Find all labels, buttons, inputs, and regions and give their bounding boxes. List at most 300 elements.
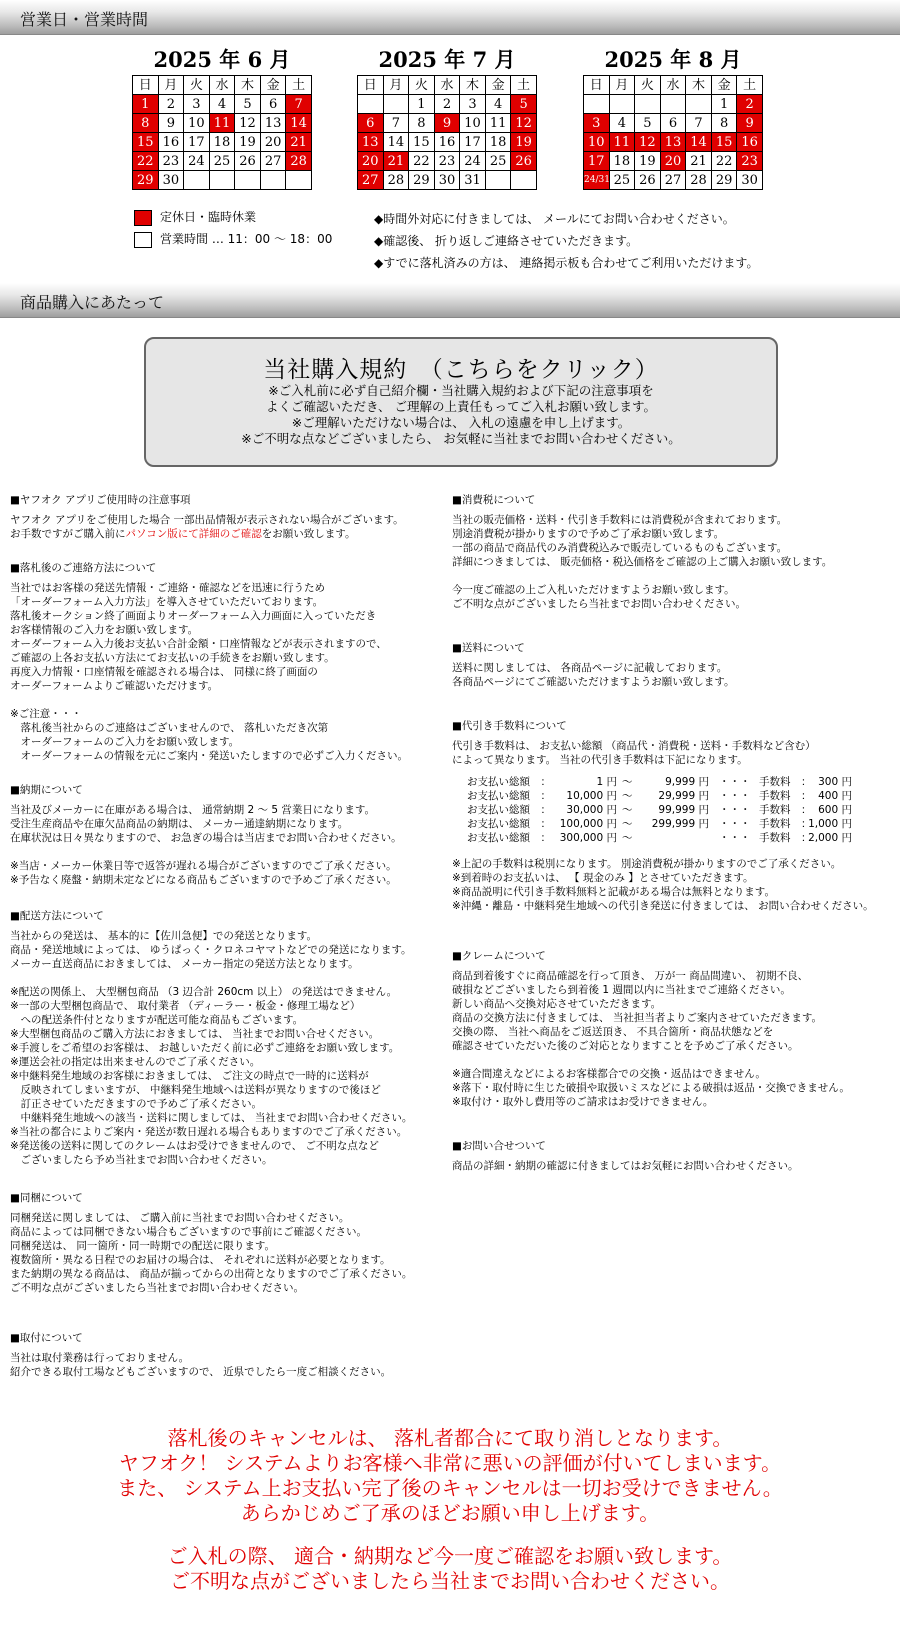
calendar-day: 13 [660,133,686,152]
calendar-week-row [133,95,312,114]
calendar-day: 31 [460,171,486,190]
section-line: 商品到着後すぐに商品確認を行って頂き、 万が一 商品間違い、 初期不良、 [452,970,809,982]
calendar-day: 10 [584,133,610,152]
section-heading: ■納期について [10,784,83,796]
fee-dots: ・・・ [719,776,751,788]
calendar-day: 25 [209,152,235,171]
calendar-day [511,171,537,190]
calendar-day: 14 [383,133,409,152]
calendar-day: 30 [158,171,184,190]
calendar-day: 17 [584,152,610,171]
info-section [452,1139,874,1173]
fee-label: お支払い総額 ： [467,790,551,802]
calendar-day: 5 [511,95,537,114]
calendar-week-row [584,95,763,114]
section-line: 商品の詳細・納期の確認に付きましてはお気軽にお問い合わせください。 [452,1160,799,1172]
fee-label: お支払い総額 ： [467,804,551,816]
fee-tilde: 〜 [622,790,633,802]
section-heading: ■クレームについて [452,950,546,962]
info-section [10,783,412,887]
section-line: 在庫状況は日々異なりますので、 お急ぎの場合は当店までお問い合わせください。 [10,832,402,844]
fee-dots: ・・・ [719,804,751,816]
section-line: 複数箇所・異なる日程でのお届けの場合は、 それぞれに送料が必要となります。 [10,1254,391,1266]
section-line: 破損などございましたら到着後 1 週間以内に当社までご連絡ください。 [452,984,791,996]
weekday-cell: 月 [609,76,635,95]
section-heading: ■配送方法について [10,910,104,922]
cancel-warning-line: また、 システム上お支払い完了後のキャンセルは一切お受けできません。 [117,1476,783,1500]
calendar-week-row [358,152,537,171]
section-line: ※一部の大型梱包商品で、 取付業者 （ディーラー・板金・修理工場など） [10,1000,361,1012]
fee-tilde: 〜 [622,804,633,816]
calendar-week-row [358,95,537,114]
section-line: への配送条件付となりますが配送可能な商品もございます。 [10,1014,304,1026]
info-section [452,493,874,611]
calendar-day: 15 [133,133,159,152]
calendar-day [635,95,661,114]
calendar-day: 10 [460,114,486,133]
info-section [10,909,412,1167]
fee-note: ※商品説明に代引き手数料無料と記載がある場合は無料となります。 [452,886,775,898]
section-line: ※適合間違えなどによるお客様都合での交換・返品はできません。 [452,1068,766,1080]
note-line: ◆確認後、 折り返しご連絡させていただきます。 [374,234,639,248]
fee-note: ※上記の手数料は税別になります。 別途消費税が掛かりますのでご了承ください。 [452,858,842,870]
section-line: 紹介できる取付工場などもございますので、 近県でしたら一度ご相談ください。 [10,1366,392,1378]
legend-holiday-label: 定休日・臨時休業 [160,210,257,224]
calendar-june [132,45,312,190]
legend-hours [134,230,332,248]
calendar-day: 25 [609,171,635,190]
calendar-week-row [133,171,312,190]
calendar-day: 2 [737,95,763,114]
section-line: ございましたら予め当社までお問い合わせください。 [10,1154,273,1166]
info-section [452,949,874,1109]
section-line: 交換の際、 当社へ商品をご返送頂き、 不具合箇所・商品状態などを [452,1026,774,1038]
calendar-day: 27 [260,152,286,171]
calendar-week-row [133,133,312,152]
section-line: 当社の販売価格・送料・代引き手数料には消費税が含まれております。 [452,514,788,526]
calendar-day: 1 [133,95,159,114]
section-line: また納期の異なる商品は、 商品が揃ってからの出荷となりますのでご了承ください。 [10,1268,413,1280]
section-line: 代引き手数料は、 お支払い総額 （商品代・消費税・送料・手数料など含む） [452,740,816,752]
calendar-july [357,45,537,190]
weekday-cell: 水 [434,76,460,95]
weekday-cell: 土 [286,76,312,95]
fee-row [467,817,852,831]
fee-row [467,789,852,803]
section-line: 新しい商品へ交換対応させていただきます。 [452,998,662,1010]
calendar-day: 12 [511,114,537,133]
section-line: ご不明な点がございましたら当社までお問い合わせください。 [452,598,746,610]
fee-to: 29,999 円 [658,790,709,802]
business-days-header-bar [0,0,900,35]
fee-tilde: 〜 [622,776,633,788]
calendar-day: 21 [686,152,712,171]
section-line: ※配送の関係上、 大型梱包商品 （3 辺合計 260cm 以上） の発送はできません。 [10,986,398,998]
calendar-day: 4 [209,95,235,114]
calendar-day: 30 [737,171,763,190]
fee-amount: 2,000 円 [808,832,852,844]
section-heading: ■送料について [452,642,525,654]
calendar-day: 19 [635,152,661,171]
info-section [10,1331,412,1379]
calendar-day: 13 [358,133,384,152]
section-heading: ■お問い合せついて [452,1140,546,1152]
weekday-cell: 水 [209,76,235,95]
fee-from: 1 円 [596,776,617,788]
calendar-day: 21 [383,152,409,171]
contact-notes [374,208,758,274]
confirm-notice-line: ご入札の際、 適合・納期など今一度ご確認をお願い致します。 [167,1544,733,1568]
calendar-day: 17 [460,133,486,152]
weekday-cell: 金 [711,76,737,95]
calendar-day [235,171,261,190]
fee-amount: 600 円 [818,804,852,816]
section-line: ※運送会社の指定は出来ませんのでご了承ください。 [10,1056,261,1068]
section-line: ※落下・取付時に生じた破損や取扱いミスなどによる破損は返品・交換できません。 [452,1082,850,1094]
legend-holiday [134,208,256,226]
weekday-cell: 火 [184,76,210,95]
calendar-week-row [584,171,763,190]
calendar-day: 28 [686,171,712,190]
fee-from: 30,000 円 [566,804,617,816]
section-line [10,693,412,707]
section-line: 商品の交換方法に付きましては、 当社担当者よりご案内させていただきます。 [452,1012,822,1024]
section-heading: ■ヤフオク アプリご使用時の注意事項 [10,494,191,506]
section-line: 訂正させていただきますので予めご了承ください。 [10,1098,262,1110]
holiday-swatch [134,210,152,226]
purchase-header-bar [0,283,900,318]
cancel-warning-line: ヤフオク！ システムよりお客様へ非常に悪いの評価が付いてしまいます。 [118,1451,782,1475]
fee-dots: ・・・ [719,818,751,830]
section-line: 今一度ご確認の上ご入札いただけますようお願い致します。 [452,584,735,596]
calendar-day: 26 [635,171,661,190]
left-column [10,493,412,1397]
calendar-day: 20 [358,152,384,171]
calendar-week-row [133,114,312,133]
weekday-cell: 木 [460,76,486,95]
calendar-day: 17 [184,133,210,152]
weekday-cell: 土 [737,76,763,95]
calendar-day [485,171,511,190]
calendar-title: 2025 年 8 月 [604,47,742,72]
calendar-day: 10 [184,114,210,133]
fee-note: ※沖縄・離島・中継料発生地域への代引き発送に付きましては、 お問い合わせください。 [452,900,874,912]
terms-line: ※ご理解いただけない場合は、 入札の遠慮を申し上げます。 [291,415,631,430]
calendar-day: 14 [686,133,712,152]
fee-tilde: 〜 [622,832,633,844]
fee-table [467,775,874,845]
calendar-day: 1 [409,95,435,114]
fee-row [467,775,852,789]
calendar-grid [583,75,763,190]
fee-to: 9,999 円 [665,776,709,788]
section-line: 当社ではお客様の発送先情報・ご連絡・確認などを迅速に行うため [10,582,325,594]
calendar-day: 24 [184,152,210,171]
calendar-day: 23 [434,152,460,171]
calendar-day: 5 [635,114,661,133]
calendar-day [584,95,610,114]
section-line: によって異なります。 当社の代引き手数料は下記になります。 [452,754,748,766]
calendar-day: 26 [511,152,537,171]
fee-tilde: 〜 [622,818,633,830]
calendar-day: 18 [209,133,235,152]
section-line: 落札後オークション終了画面よりオーダーフォーム入力画面に入っていただき [10,610,377,622]
calendar-day: 23 [737,152,763,171]
calendar-day [260,171,286,190]
weekday-cell: 土 [511,76,537,95]
calendar-day: 12 [635,133,661,152]
fee-row [467,831,852,845]
business-days-header: 営業日・営業時間 [20,10,149,29]
calendar-day: 21 [286,133,312,152]
calendar-day: 1 [711,95,737,114]
calendar-day [358,95,384,114]
calendar-week-row [584,114,763,133]
section-line [10,971,412,985]
section-line: 同梱発送に関しましては、 ご購入前に当社までお問い合わせください。 [10,1212,350,1224]
calendar-day: 6 [660,114,686,133]
calendar-day: 3 [460,95,486,114]
calendar-day: 18 [609,152,635,171]
section-line: 各商品ページにてご確認いただけますようお願い致します。 [452,676,735,688]
calendar-day: 28 [383,171,409,190]
weekday-cell: 金 [260,76,286,95]
calendar-day: 11 [209,114,235,133]
section-line: 商品によっては同梱できない場合もございますので事前にご確認ください。 [10,1226,367,1238]
cancel-warning-line: 落札後のキャンセルは、 落札者都合にて取り消しとなります。 [167,1426,733,1450]
weekday-cell: 月 [383,76,409,95]
section-line: ※手渡しをご希望のお客様は、 お越しいただく前に必ずご連絡をお願い致します。 [10,1042,400,1054]
calendar-day: 19 [235,133,261,152]
purchase-header: 商品購入にあたって [20,293,165,312]
calendar-week-row [358,133,537,152]
section-line: 別途消費税が掛かりますので予めご了承お願い致します。 [452,528,725,540]
section-heading: ■落札後のご連絡方法について [10,562,157,574]
section-line [452,569,874,583]
fee-from: 300,000 円 [559,832,617,844]
terms-line: ※ご入札前に必ず自己紹介欄・当社購入規約および下記の注意事項を [268,383,654,398]
section-line: ※ご注意・・・ [10,708,82,720]
section-heading: ■同梱について [10,1192,83,1204]
info-section [452,641,874,689]
section-line: 反映されてしまいますが、 中継料発生地域へは送料が異なりますので後ほど [10,1084,381,1096]
calendar-day: 19 [511,133,537,152]
section-line: ※大型梱包商品のご購入方法におきましては、 当社までお問い合せください。 [10,1028,380,1040]
fee-label: お支払い総額 ： [467,832,551,844]
section-line: ※中継料発生地域のお客様におきましては、 ご注文の時点で一時的に送料が [10,1070,369,1082]
section-line: お客様情報のご入力をお願い致します。 [10,624,199,636]
calendar-day: 11 [485,114,511,133]
calendar-week-row [358,171,537,190]
calendar-day: 2 [158,95,184,114]
section-line: 詳細につきましては、 販売価格・税込価格をご確認の上ご購入お願い致します。 [452,556,833,568]
calendar-day: 7 [383,114,409,133]
section-line [10,845,412,859]
section-line: オーダーフォームのご入力をお願い致します。 [10,736,240,748]
section-line: 受注生産商品や在庫欠品商品の納期は、 メーカー通達納期になります。 [10,818,349,830]
purchase-terms-box[interactable] [144,337,778,467]
calendar-day: 3 [584,114,610,133]
calendar-day: 22 [711,152,737,171]
calendar-day [660,95,686,114]
section-line: ご不明な点がございましたら当社までお問い合わせください。 [10,1282,304,1294]
calendar-weekday-row [584,76,763,95]
calendar-day: 30 [434,171,460,190]
section-heading: ■消費税について [452,494,536,506]
calendar-day: 22 [409,152,435,171]
calendar-day: 22 [133,152,159,171]
calendar-day: 23 [158,152,184,171]
fee-label: お支払い総額 ： [467,776,551,788]
section-line: お手数ですがご購入前にパソコン版にて詳細のご確認をお願い致します。 [10,528,356,540]
calendar-day: 27 [660,171,686,190]
calendar-day: 6 [260,95,286,114]
section-line: メーカー直送商品におきましては、 メーカー指定の発送方法となります。 [10,958,359,970]
fee-amount: 300 円 [818,776,852,788]
calendar-weekday-row [358,76,537,95]
section-line: ※発送後の送料に関してのクレームはお受けできませんので、 ご不明な点など [10,1140,379,1152]
calendar-day: 4 [485,95,511,114]
fee-label: お支払い総額 ： [467,818,551,830]
calendar-day: 15 [409,133,435,152]
section-line: ※当店・メーカー休業日等で返答が遅れる場合がございますのでご了承ください。 [10,860,397,872]
section-line: 当社及びメーカーに在庫がある場合は、 通常納期 2 〜 5 営業日になります。 [10,804,375,816]
section-line: 再度入力情報・口座情報を確認される場合は、 同様に終了画面の [10,666,318,678]
section-line: ご確認の上各お支払い方法にてお支払いの手続きをお願い致します。 [10,652,335,664]
calendar-day [209,171,235,190]
calendar-day: 8 [133,114,159,133]
fee-amount: 400 円 [818,790,852,802]
confirm-notice [0,1544,900,1594]
calendar-day: 25 [485,152,511,171]
calendar-day: 16 [158,133,184,152]
calendar-day: 20 [660,152,686,171]
weekday-cell: 木 [686,76,712,95]
calendar-day: 9 [434,114,460,133]
section-line: オーダーフォームよりご確認いただけます。 [10,680,219,692]
fee-label2: 手数料 ： [759,790,812,802]
calendar-day: 7 [286,95,312,114]
calendar-day: 5 [235,95,261,114]
fee-to: 99,999 円 [658,804,709,816]
section-heading: ■取付について [10,1332,83,1344]
fee-dots: ・・・ [719,832,751,844]
section-line: 「オーダーフォーム入力方法」を導入させていただいております。 [10,596,324,608]
calendar-grid [132,75,312,190]
fee-label2: 手数料 ： [759,818,812,830]
cancel-warning-line: あらかじめご了承のほどお願い申し上げます。 [240,1501,660,1525]
calendar-day: 12 [235,114,261,133]
weekday-cell: 木 [235,76,261,95]
section-line: 送料に関しましては、 各商品ページに記載しております。 [452,662,728,674]
calendar-week-row [584,152,763,171]
fee-note: ※到着時のお支払いは、 【 現金のみ 】とさせていただきます。 [452,872,754,884]
calendar-day [686,95,712,114]
calendar-day: 28 [286,152,312,171]
section-line: ヤフオク アプリをご使用した場合 一部出品情報が表示されない場合がございます。 [10,514,404,526]
calendar-weekday-row [133,76,312,95]
fee-dots: ・・・ [719,790,751,802]
calendar-week-row [133,152,312,171]
section-line: ※予告なく廃盤・納期未定などになる商品もございますので予めご了承ください。 [10,874,397,886]
calendar-day: 4 [609,114,635,133]
section-line: オーダーフォームの情報を元にご案内・発送いたしますので必ずご入力ください。 [10,750,408,762]
right-column [452,493,874,1191]
fee-row [467,803,852,817]
calendar-day [286,171,312,190]
fee-amount: 1,000 円 [808,818,852,830]
calendar-day: 13 [260,114,286,133]
calendar-title: 2025 年 7 月 [378,47,516,72]
section-line: オーダーフォーム入力後お支払い合計金額・口座情報などが表示されますので、 [10,638,387,650]
calendar-week-row [358,114,537,133]
calendar-title: 2025 年 6 月 [153,47,291,72]
calendar-day: $^{24}$/31 [584,171,610,190]
section-line: 同梱発送は、 同一箇所・同一時期での配送に限ります。 [10,1240,275,1252]
weekday-cell: 水 [660,76,686,95]
fee-to: 299,999 円 [651,818,709,830]
calendar-day: 20 [260,133,286,152]
weekday-cell: 月 [158,76,184,95]
purchase-terms-link[interactable]: 当社購入規約 （こちらをクリック） [263,357,659,383]
weekday-cell: 火 [409,76,435,95]
calendar-day: 8 [409,114,435,133]
calendar-day: 9 [158,114,184,133]
calendar-day [383,95,409,114]
info-section [10,493,412,541]
info-section [10,1191,412,1295]
calendar-day: 9 [737,114,763,133]
fee-from: 10,000 円 [566,790,617,802]
section-heading: ■代引き手数料について [452,720,567,732]
section-line [452,1053,874,1067]
legend-hours-label: 営業時間 … 11：00 〜 18：00 [160,232,333,246]
fee-label2: 手数料 ： [759,804,812,816]
calendar-day [184,171,210,190]
calendar-day: 6 [358,114,384,133]
calendar-day: 7 [686,114,712,133]
calendar-day: 8 [711,114,737,133]
weekday-cell: 金 [485,76,511,95]
calendar-day: 11 [609,133,635,152]
section-line: 中継料発生地域への該当・送料に関しましては、 当社までお問い合わせください。 [10,1112,413,1124]
terms-line: ※ご不明な点などございましたら、 お気軽に当社までお問い合わせください。 [241,431,681,446]
section-line: ※取付け・取外し費用等のご請求はお受けできません。 [452,1096,714,1108]
calendar-day: 29 [409,171,435,190]
confirm-notice-line: ご不明な点がございましたら当社までお問い合わせください。 [170,1569,730,1593]
section-line: 確認させていただいた後のご対応となりますことを予めご了承ください。 [452,1040,799,1052]
weekday-cell: 日 [358,76,384,95]
calendar-day: 15 [711,133,737,152]
section-line: 商品・発送地域によっては、 ゆうぱっく・クロネコヤマトなどでの発送になります。 [10,944,412,956]
section-line: 当社は取付業務は行っておりません。 [10,1352,190,1364]
section-line: 一部の商品で商品代のみ消費税込みで販売しているものもございます。 [452,542,788,554]
calendar-grid [357,75,537,190]
weekday-cell: 日 [133,76,159,95]
terms-line: よくご確認いただき、 ご理解の上責任もってご入札お願い致します。 [266,399,656,414]
note-line: ◆時間外対応に付きましては、 メールにてお問い合わせください。 [374,212,735,226]
section-line: 落札後当社からのご連絡はございませんので、 落札いただき次第 [10,722,329,734]
fee-label2: 手数料 ： [759,776,812,788]
calendar-day: 26 [235,152,261,171]
cancel-warning [0,1426,900,1526]
fee-from: 100,000 円 [559,818,617,830]
calendar-day: 29 [133,171,159,190]
info-section [10,561,412,763]
weekday-cell: 日 [584,76,610,95]
weekday-cell: 火 [635,76,661,95]
calendar-day: 29 [711,171,737,190]
